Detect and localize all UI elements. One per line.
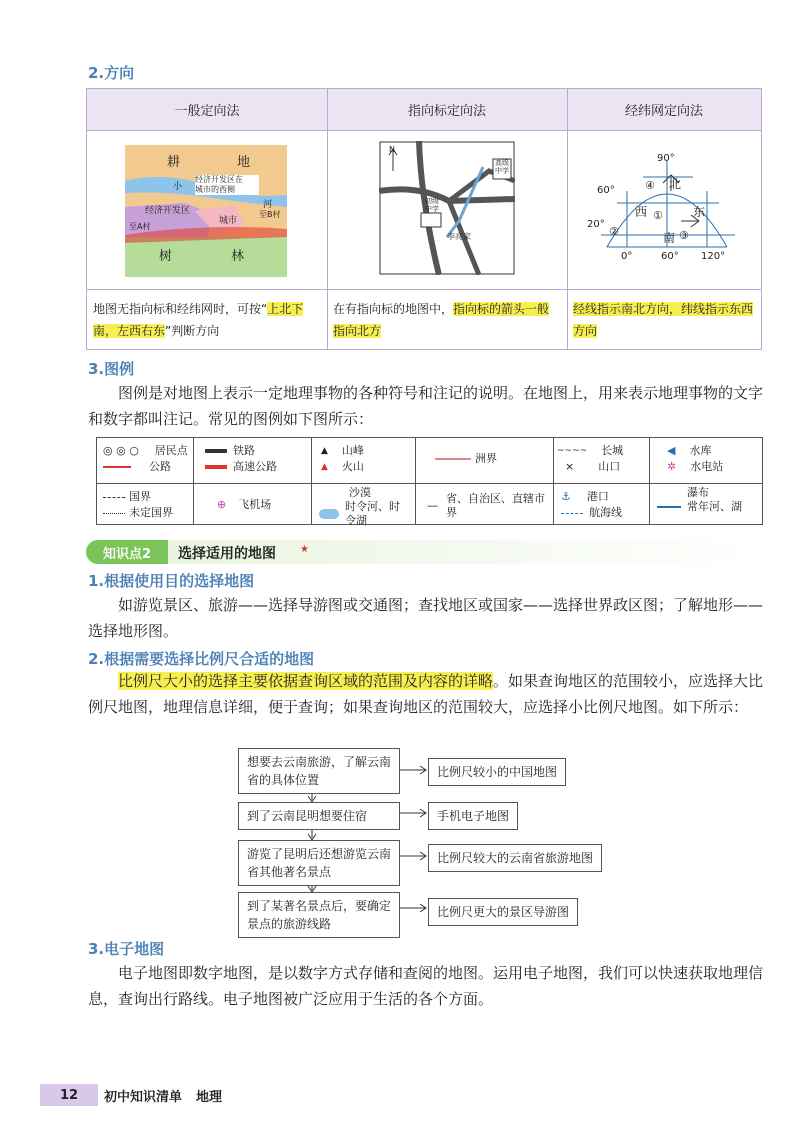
map1-label-city: 城市 <box>219 216 238 226</box>
knowledge-point-badge: 知识点2 <box>86 540 168 564</box>
electronic-map-paragraph: 电子地图即数字地图，是以数字方式存储和查阅的地图。运用电子地图，我们可以快速获取地理信息，查询出行路线。电子地图被广泛应用于生活的各个方面。 <box>88 964 764 1008</box>
section-heading-direction: 2.方向 <box>88 64 135 82</box>
flow-step-4: 到了某著名景点后，要确定景点的旅游线路 <box>238 892 400 938</box>
flow-map-2: 手机电子地图 <box>428 802 518 830</box>
star-icon: ★ <box>300 544 309 555</box>
legend-paragraph: 图例是对地图上表示一定地理事物的各种符号和注记的说明。在地图上，用来表示地理事物的文字和数字都叫注记。常见的图例如下图所示： <box>88 384 764 428</box>
legend-hydropower: 水电站 <box>690 460 724 473</box>
legend-reservoir: 水库 <box>689 444 712 457</box>
map3-label-point2: ② <box>609 225 619 238</box>
flow-step-1: 想要去云南旅游，了解云南省的具体位置 <box>238 748 400 794</box>
section-heading-legend: 3.图例 <box>88 360 135 378</box>
legend-road: 公路 <box>149 460 171 473</box>
map2-label-junior-school: 初级 中学 <box>425 197 439 213</box>
flow-step-2: 到了云南昆明想要住宿 <box>238 802 400 830</box>
map2-label-north: N <box>389 145 395 154</box>
map3-label-east: 东 <box>693 205 706 219</box>
map1-label-river: 河 <box>263 200 273 210</box>
map3-label-point4: ④ <box>645 179 655 192</box>
legend-undetermined-border: 未定国界 <box>129 506 173 519</box>
map3-label-lat90: 90° <box>657 153 675 164</box>
subheading-purpose: 1.根据使用目的选择地图 <box>88 572 255 590</box>
map3-label-west: 西 <box>635 205 648 219</box>
pass-icon: × <box>565 460 575 473</box>
table-header-pointer: 指向标定向法 <box>327 89 567 131</box>
legend-highway: 高速公路 <box>233 460 277 473</box>
airport-icon: ⊕ <box>217 498 227 511</box>
map2-label-senior-school: 高级 中学 <box>495 159 509 175</box>
reservoir-icon: ◀ <box>667 444 676 457</box>
great-wall-icon: ~~~~ <box>557 446 588 456</box>
flow-step-3: 游览了昆明后还想游览云南省其他著名景点 <box>238 840 400 886</box>
volcano-icon: ▲ <box>321 462 328 472</box>
footer-subject: 地理 <box>196 1090 223 1105</box>
map3-label-south: 南 <box>663 231 676 245</box>
legend-seasonal-river: 时令河、时令湖 <box>344 500 400 527</box>
legend-waterfall: 瀑布 <box>687 486 709 499</box>
legend-continent-border: 洲界 <box>475 452 497 465</box>
map3-label-lon0: 0° <box>621 251 633 262</box>
legend-desert: 沙漠 <box>349 486 371 499</box>
map3-label-lon60: 60° <box>661 251 679 262</box>
provincial-border-icon: — <box>427 499 438 512</box>
purpose-paragraph: 如游览景区、旅游——选择导游图或交通图；查找地区或国家——选择世界政区图；了解地形——选择地形图。 <box>88 596 764 640</box>
scale-paragraph: 比例尺大小的选择主要依据查询区域的范围及内容的详略。如果查询地区的范围较小，应选择大比例尺地图，地理信息详细，便于查询；如果查询地区的范围较大，应选择小比例尺地图。如下所示： <box>88 672 764 716</box>
map3-label-lat20: 20° <box>587 219 605 230</box>
legend-provincial-border: 省、自治区、直辖市界 <box>446 492 545 519</box>
map2-label-home: 李亮家 <box>447 232 471 241</box>
hydropower-icon: ✲ <box>667 460 677 473</box>
subheading-scale: 2.根据需要选择比例尺合适的地图 <box>88 650 315 668</box>
peak-icon: ▲ <box>321 446 328 456</box>
map3-label-lon120: 120° <box>701 251 726 262</box>
legend-national-border: 国界 <box>129 490 151 503</box>
legend-pass: 山口 <box>598 460 621 473</box>
legend-settlement: 居民点 <box>154 444 188 457</box>
table-header-general: 一般定向法 <box>87 89 327 131</box>
knowledge-point-title: 选择适用的地图 <box>178 546 276 562</box>
map1-label-farmland-2: 地 <box>237 155 251 170</box>
port-icon: ⚓ <box>561 490 571 503</box>
map3-label-lat60: 60° <box>597 185 615 196</box>
map1-label-village-a: 至A村 <box>129 222 151 231</box>
map3-label-point3: ③ <box>679 229 689 242</box>
flow-map-4: 比例尺更大的景区导游图 <box>428 898 578 926</box>
map1-label-small: 小 <box>173 182 183 192</box>
map1-label-village-b: 至B村 <box>259 210 281 219</box>
legend-volcano: 火山 <box>341 460 364 473</box>
map1-label-note: 经济开发区在 城市的西侧 <box>195 175 259 195</box>
page-number: 12 <box>40 1084 98 1106</box>
map1-label-farmland-1: 耕 <box>167 155 181 170</box>
legend-river-lake: 常年河、湖 <box>687 500 742 513</box>
legend-shipping-route: 航海线 <box>589 506 622 519</box>
table-header-graticule: 经纬网定向法 <box>567 89 761 131</box>
legend-peak: 山峰 <box>341 444 364 457</box>
desc-pointer: 在有指向标的地图中，指向标的箭头一般指向北方 <box>333 302 550 338</box>
legend-great-wall: 长城 <box>601 444 624 457</box>
map1-label-dev-zone: 经济开发区 <box>145 206 191 216</box>
settlement-icon: ◎ ◎ ○ <box>103 444 139 457</box>
flow-map-3: 比例尺较大的云南省旅游地图 <box>428 844 602 872</box>
map1-label-forest-2: 林 <box>231 249 245 264</box>
legend-railway: 铁路 <box>233 444 255 457</box>
map1-label-forest-1: 树 <box>159 249 173 264</box>
subheading-electronic-map: 3.电子地图 <box>88 940 165 958</box>
flow-map-1: 比例尺较小的中国地图 <box>428 758 566 786</box>
map3-label-north: 北 <box>669 177 682 191</box>
footer-book-title: 初中知识清单 <box>104 1090 183 1105</box>
legend-port: 港口 <box>586 490 609 503</box>
desc-graticule: 经线指示南北方向，纬线指示东西方向 <box>573 302 754 338</box>
desc-general: 地图无指向标和经纬网时，可按“上北下南，左西右东”判断方向 <box>93 302 304 338</box>
legend-airport: 飞机场 <box>238 498 272 511</box>
map3-label-point1: ① <box>653 209 663 222</box>
